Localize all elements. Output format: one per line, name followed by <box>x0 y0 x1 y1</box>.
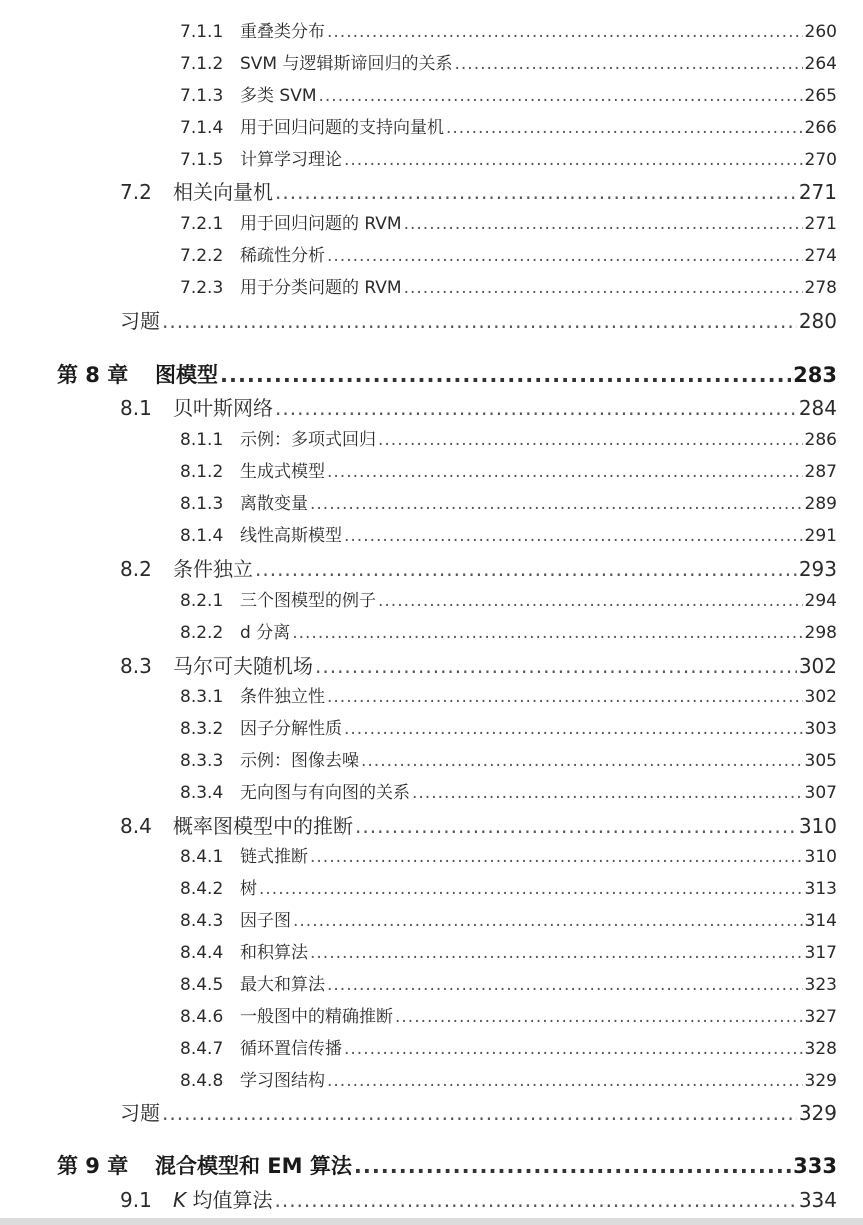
chapter-number: 第 9 章 <box>57 1154 129 1178</box>
toc-entry-subsection <box>180 970 837 995</box>
toc-entry-subsection <box>180 209 837 234</box>
dot-leader <box>255 557 797 581</box>
dot-leader <box>327 975 803 995</box>
entry-number: 8.1 <box>120 396 152 420</box>
entry-number: 8.1.4 <box>180 526 224 546</box>
entry-page-number: 284 <box>798 396 837 420</box>
dot-leader <box>378 430 803 450</box>
entry-title: 马尔可夫随机场 <box>173 654 313 678</box>
entry-title: 图模型 <box>155 363 218 387</box>
toc-entry-section <box>120 1184 837 1213</box>
toc-entry-subsection <box>180 1066 837 1091</box>
toc-entry-subsection <box>180 682 837 707</box>
dot-leader <box>274 1188 796 1212</box>
toc-entry-section <box>120 650 837 679</box>
dot-leader <box>355 814 797 838</box>
entry-number: 7.1.4 <box>180 118 224 138</box>
entry-title: 示例：多项式回归 <box>240 430 376 450</box>
entry-page-number: 329 <box>804 1071 837 1091</box>
entry-title: 循环置信传播 <box>240 1039 342 1059</box>
dot-leader <box>455 54 803 74</box>
entry-page-number: 287 <box>804 462 837 482</box>
dot-leader <box>404 278 803 298</box>
toc-entry-subsection <box>180 17 837 42</box>
entry-page-number: 270 <box>804 150 837 170</box>
entry-title: 因子分解性质 <box>240 719 342 739</box>
entry-number: 7.2.3 <box>180 278 224 298</box>
dot-leader <box>292 623 802 643</box>
toc-entry-subsection <box>180 586 837 611</box>
entry-title: 线性高斯模型 <box>240 526 342 546</box>
toc-entry-subsection <box>180 906 837 931</box>
entry-title: 用于回归问题的支持向量机 <box>240 118 444 138</box>
dot-leader <box>344 526 803 546</box>
entry-title: 离散变量 <box>240 494 308 514</box>
entry-title: 学习图结构 <box>240 1071 325 1091</box>
entry-page-number: 271 <box>804 214 837 234</box>
toc-entry-exercises <box>120 1097 837 1126</box>
entry-page-number: 283 <box>793 363 837 387</box>
dot-leader <box>293 911 803 931</box>
entry-page-number: 271 <box>798 180 837 204</box>
entry-number: 8.4.8 <box>180 1071 224 1091</box>
toc-entry-subsection <box>180 714 837 739</box>
toc-entry-subsection <box>180 1034 837 1059</box>
dot-leader <box>327 462 803 482</box>
entry-page-number: 265 <box>804 86 837 106</box>
dot-leader <box>275 396 797 420</box>
dot-leader <box>319 86 803 106</box>
toc-entry-subsection <box>180 489 837 514</box>
dot-leader <box>378 591 803 611</box>
entry-page-number: 294 <box>804 591 837 611</box>
entry-number: 8.2.1 <box>180 591 224 611</box>
entry-number: 8.3.3 <box>180 751 224 771</box>
dot-leader <box>310 943 803 963</box>
entry-page-number: 307 <box>804 783 837 803</box>
entry-page-number: 289 <box>804 494 837 514</box>
entry-page-number: 264 <box>804 54 837 74</box>
entry-title: 多类 SVM <box>240 86 317 106</box>
entry-number: 8.4.4 <box>180 943 224 963</box>
entry-title: 稀疏性分析 <box>240 246 325 266</box>
entry-page-number: 310 <box>804 847 837 867</box>
entry-number: 8.4.5 <box>180 975 224 995</box>
toc-entry-subsection <box>180 425 837 450</box>
entry-page-number: 323 <box>804 975 837 995</box>
entry-title: K 均值算法 <box>173 1188 273 1212</box>
dot-leader <box>315 654 797 678</box>
page-bottom-edge <box>0 1218 863 1225</box>
dot-leader <box>327 22 803 42</box>
dot-leader <box>162 309 797 333</box>
toc-entry-subsection <box>180 81 837 106</box>
entry-page-number: 305 <box>804 751 837 771</box>
entry-number: 8.2 <box>120 557 152 581</box>
entry-number: 8.4.2 <box>180 879 224 899</box>
entry-number: 8.3.2 <box>180 719 224 739</box>
dot-leader <box>344 1039 803 1059</box>
entry-title: 三个图模型的例子 <box>240 591 376 611</box>
dot-leader <box>404 214 803 234</box>
entry-page-number: 313 <box>804 879 837 899</box>
entry-number: 7.1.1 <box>180 22 224 42</box>
dot-leader <box>327 1071 803 1091</box>
entry-number: 8.1.2 <box>180 462 224 482</box>
entry-number: 8.3 <box>120 654 152 678</box>
toc-entry-subsection <box>180 938 837 963</box>
dot-leader <box>275 180 797 204</box>
entry-title: 和积算法 <box>240 943 308 963</box>
entry-page-number: 278 <box>804 278 837 298</box>
toc-entry-subsection <box>180 778 837 803</box>
entry-page-number: 333 <box>793 1154 837 1178</box>
entry-number: 8.1.1 <box>180 430 224 450</box>
toc-entry-subsection <box>180 457 837 482</box>
entry-page-number: 266 <box>804 118 837 138</box>
dot-leader <box>395 1007 803 1027</box>
toc-entry-subsection <box>180 241 837 266</box>
entry-page-number: 274 <box>804 246 837 266</box>
toc-entry-section <box>120 810 837 839</box>
entry-page-number: 328 <box>804 1039 837 1059</box>
entry-page-number: 327 <box>804 1007 837 1027</box>
toc-entry-subsection <box>180 145 837 170</box>
entry-page-number: 334 <box>798 1188 837 1212</box>
toc-entry-exercises <box>120 305 837 334</box>
entry-page-number: 314 <box>804 911 837 931</box>
entry-page-number: 286 <box>804 430 837 450</box>
dot-leader <box>327 687 803 707</box>
entry-number: 8.3.1 <box>180 687 224 707</box>
entry-title: 树 <box>240 879 257 899</box>
entry-title: 习题 <box>120 309 160 333</box>
toc-entry-subsection <box>180 1002 837 1027</box>
entry-title: 因子图 <box>240 911 291 931</box>
entry-title: 贝叶斯网络 <box>173 396 273 420</box>
entry-number: 8.2.2 <box>180 623 224 643</box>
entry-title: 混合模型和 EM 算法 <box>155 1154 352 1178</box>
entry-title: d 分离 <box>240 623 291 643</box>
entry-page-number: 310 <box>798 814 837 838</box>
entry-number: 7.2.2 <box>180 246 224 266</box>
entry-title: 概率图模型中的推断 <box>173 814 353 838</box>
entry-number: 7.1.5 <box>180 150 224 170</box>
dot-leader <box>361 751 803 771</box>
entry-number: 7.2.1 <box>180 214 224 234</box>
entry-title: 用于分类问题的 RVM <box>240 278 402 298</box>
toc-entry-subsection <box>180 113 837 138</box>
entry-number: 8.4.6 <box>180 1007 224 1027</box>
entry-number: 8.4.3 <box>180 911 224 931</box>
entry-page-number: 260 <box>804 22 837 42</box>
dot-leader <box>327 246 803 266</box>
entry-page-number: 298 <box>804 623 837 643</box>
entry-number: 8.4 <box>120 814 152 838</box>
dot-leader <box>344 719 803 739</box>
entry-title: 计算学习理论 <box>240 150 342 170</box>
entry-title: 条件独立 <box>173 557 253 581</box>
entry-number: 8.3.4 <box>180 783 224 803</box>
entry-title: 相关向量机 <box>173 180 273 204</box>
entry-title: 重叠类分布 <box>240 22 325 42</box>
dot-leader <box>446 118 803 138</box>
dot-leader <box>162 1101 797 1125</box>
entry-title: 生成式模型 <box>240 462 325 482</box>
toc-entry-subsection <box>180 521 837 546</box>
toc-entry-subsection <box>180 874 837 899</box>
toc-entry-chapter <box>57 359 837 389</box>
toc-entry-chapter <box>57 1150 837 1180</box>
entry-number: 9.1 <box>120 1188 152 1212</box>
toc-entry-section <box>120 392 837 421</box>
dot-leader <box>412 783 803 803</box>
entry-page-number: 293 <box>798 557 837 581</box>
entry-title: 习题 <box>120 1101 160 1125</box>
toc-entry-section <box>120 176 837 205</box>
toc-entry-subsection <box>180 618 837 643</box>
entry-page-number: 291 <box>804 526 837 546</box>
entry-title: 用于回归问题的 RVM <box>240 214 402 234</box>
dot-leader <box>310 494 803 514</box>
toc-entry-section <box>120 553 837 582</box>
entry-page-number: 329 <box>798 1101 837 1125</box>
entry-page-number: 302 <box>804 687 837 707</box>
entry-title: 条件独立性 <box>240 687 325 707</box>
entry-number: 7.2 <box>120 180 152 204</box>
entry-title: SVM 与逻辑斯谛回归的关系 <box>240 54 453 74</box>
entry-number: 8.4.7 <box>180 1039 224 1059</box>
toc-entry-subsection <box>180 746 837 771</box>
toc-entry-subsection <box>180 842 837 867</box>
entry-number: 8.1.3 <box>180 494 224 514</box>
entry-page-number: 317 <box>804 943 837 963</box>
dot-leader <box>354 1154 791 1178</box>
chapter-number: 第 8 章 <box>57 363 129 387</box>
toc-entry-subsection <box>180 49 837 74</box>
entry-number: 8.4.1 <box>180 847 224 867</box>
dot-leader <box>310 847 803 867</box>
entry-page-number: 303 <box>804 719 837 739</box>
dot-leader <box>259 879 803 899</box>
toc-entry-subsection <box>180 273 837 298</box>
entry-number: 7.1.3 <box>180 86 224 106</box>
entry-title: 示例：图像去噪 <box>240 751 359 771</box>
entry-title: 链式推断 <box>240 847 308 867</box>
entry-title: 无向图与有向图的关系 <box>240 783 410 803</box>
entry-page-number: 302 <box>798 654 837 678</box>
dot-leader <box>344 150 803 170</box>
entry-number: 7.1.2 <box>180 54 224 74</box>
entry-page-number: 280 <box>798 309 837 333</box>
entry-title: 一般图中的精确推断 <box>240 1007 393 1027</box>
entry-title: 最大和算法 <box>240 975 325 995</box>
dot-leader <box>220 363 791 387</box>
